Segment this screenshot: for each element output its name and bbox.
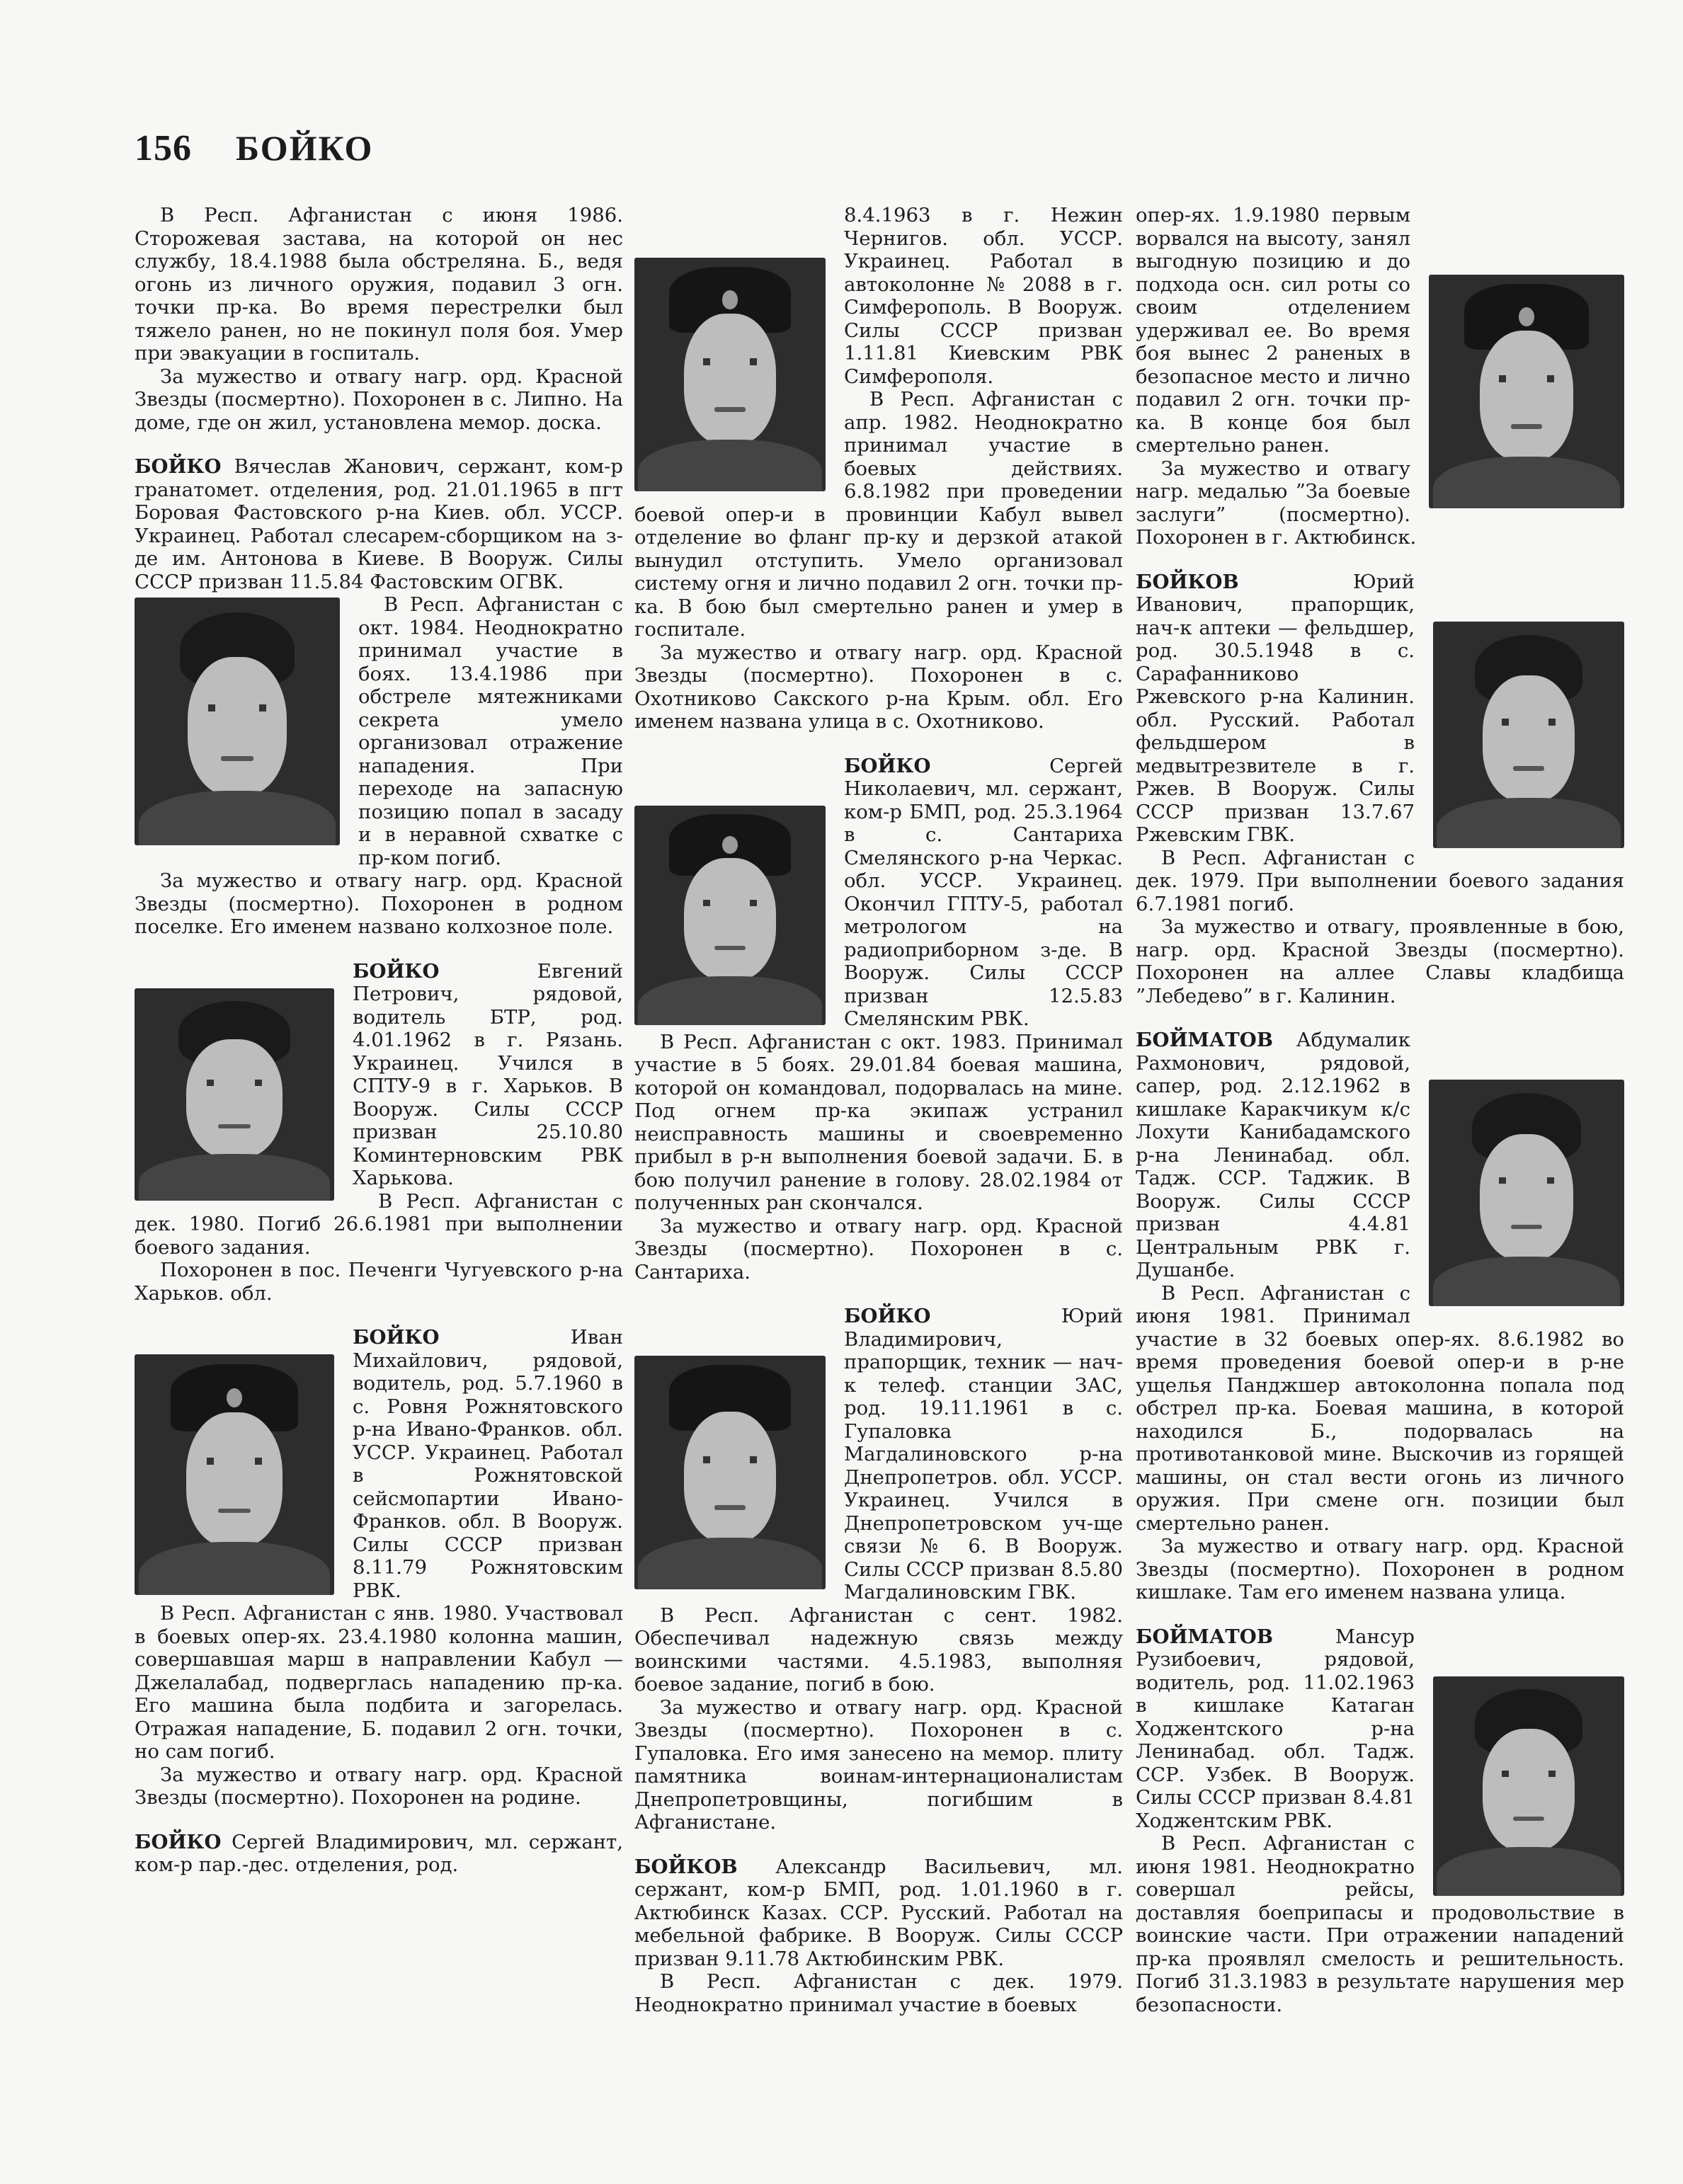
entry-boykov-yuriy — [1136, 571, 1624, 1008]
entry-boymatov-mansur — [1136, 1625, 1624, 2017]
entry-text: Александр Васильевич, мл. сержант, ком-р БМП, род. 1.01.1960 в г. Актюбинск Казах. ССР. Русский. Работал на мебельной фабрике. В Вооруж. Силы СССР призван 9.11.78 Актюбинским РВК. — [634, 1855, 1123, 1970]
entry-boyko-sergey-vladimirovich — [135, 1831, 623, 1877]
entry-paragraph: За мужество и отвагу нагр. орд. Красной Звезды (посмертно). Похоронен в с. Охотниково Сакского р-на Крым. обл. Его именем названа улица в с. Охотниково. — [634, 641, 1123, 733]
entry-paragraph: В Респ. Афганистан с дек. 1979. При выполнении боевого задания 6.7.1981 погиб. — [1136, 846, 1624, 915]
entry-text: Иван Михайлович, рядовой, водитель, род. 5.7.1960 в с. Ровня Рожнятовского р-на Ивано-Франков. обл. УССР. Украинец. Работал в Рожнятовской сейсмопартии Ивано-Франков. обл. В Вооруж. Силы СССР призван 8.11.79 Рожнятовским РВК. — [353, 1326, 623, 1602]
entry-name: БОЙКО — [844, 1305, 931, 1327]
entry-boyko-evgeniy — [135, 960, 623, 1305]
entry-name: БОЙКОВ — [634, 1855, 738, 1878]
entry-paragraph: Похоронен в пос. Печенги Чугуевского р-на Харьков. обл. — [135, 1259, 623, 1305]
page-number: 156 — [135, 128, 192, 168]
entry-text: Юрий Владимирович, прапорщик, техник — нач-к телеф. станции ЗАС, род. 19.11.1961 в с. Гупаловка Магдалиновского р-на Днепропетров. обл. УССР. Украинец. Учился в Днепропетровском уч-ще связи № 6. В Вооруж. Силы СССР призван 8.5.80 Магдалиновским ГВК. — [844, 1305, 1123, 1603]
entry-boyko-sergey-nikolaevich — [634, 755, 1123, 1284]
entry-boyko-yuriy — [634, 1305, 1123, 1834]
portrait-photo — [1429, 275, 1624, 508]
entry-paragraph: В Респ. Афганистан с окт. 1984. Неоднократно принимал участие в боях. 13.4.1986 при обстреле мятежниками секрета умело организовал отражение нападения. При переходе на запасную позицию попал в засаду и в неравной схватке с пр-ком погиб. — [358, 593, 623, 869]
entry-boyko-ivan — [135, 1326, 623, 1809]
entry-continued — [1136, 204, 1624, 549]
entry-paragraph: За мужество и отвагу нагр. медалью ”За боевые заслуги” (посмертно). Похоронен в г. Актюбинск. — [1136, 457, 1417, 549]
column-1 — [135, 204, 623, 1877]
entry-boyko-vyacheslav — [135, 455, 623, 939]
portrait-photo — [1433, 1676, 1624, 1896]
entry-paragraph: 8.4.1963 в г. Нежин Чернигов. обл. УССР. Украинец. Работал в автоколонне № 2088 в г. Симферополь. В Вооруж. Силы СССР призван 1.11.81 Киевским РВК Симферополя. — [844, 204, 1123, 388]
entry-paragraph: В Респ. Афганистан с июня 1986. Сторожевая застава, на которой он нес службу, 18.4.1988 была обстреляна. Б., ведя огонь из личного оружия, подавил 3 огн. точки пр-ка. Во время перестрелки был тяжело ранен, но не покинул поля боя. Умер при эвакуации в госпиталь. — [135, 204, 623, 365]
entry-paragraph: В Респ. Афганистан с дек. 1980. Погиб 26.6.1981 при выполнении боевого задания. — [135, 1189, 623, 1259]
portrait-photo — [634, 806, 826, 1025]
entry-name: БОЙКО — [353, 959, 440, 983]
entry-paragraph: За мужество и отвагу нагр. орд. Красной Звезды (посмертно). Похоронен в родном кишлаке. Там его именем названа улица. — [1136, 1535, 1624, 1603]
entry-text: Евгений Петрович, рядовой, водитель БТР, род. 4.01.1962 в г. Рязань. Украинец. Учился в СПТУ-9 в г. Харьков. В Вооруж. Силы СССР призван 25.10.80 Коминтерновским РВК Харькова. — [353, 959, 623, 1189]
portrait-photo — [135, 1354, 334, 1595]
entry-paragraph: В Респ. Афганистан с июня 1981. Принимал участие в 32 боевых опер-ях. 8.6.1982 во время проведения боевой опер-и в р-не ущелья Панджшер автоколонна попала под обстрел пр-ка. Боевая машина, в которой находился Б., подорвалась на противотанковой мине. Выскочив из горящей машины, он стал вести огонь из личного оружия. При смене огн. позиции был смертельно ранен. — [1136, 1281, 1624, 1535]
portrait-photo — [634, 258, 826, 491]
entry-name: БОЙКО — [135, 1830, 222, 1853]
entry-paragraph: За мужество и отвагу нагр. орд. Красной Звезды (посмертно). Похоронен в с. Гупаловка. Его имя занесено на мемор. плиту памятника воинам-интернационалистам Днепропетровщины, погибшим в Афганистане. — [634, 1696, 1123, 1834]
portrait-photo — [634, 1356, 826, 1589]
entry-text: Сергей Владимирович, мл. сержант, ком-р пар.-дес. отделения, род. — [135, 1830, 623, 1876]
column-3 — [1136, 204, 1624, 2016]
entry-name: БОЙКО — [353, 1326, 440, 1349]
entry-name: БОЙКО — [135, 455, 222, 478]
entry-text: Мансур Рузибоевич, рядовой, водитель, род. 11.02.1963 в кишлаке Катаган Ходжентского р-на Ленинабад. обл. Тадж. ССР. Узбек. В Вооруж. Силы СССР призван 8.4.81 Ходжентским РВК. — [1136, 1625, 1415, 1832]
entry-paragraph: опер-ях. 1.9.1980 первым ворвался на высоту, занял выгодную позицию и до подхода осн. сил роты со своим отделением удерживал ее. Во время боя вынес 2 раненых в безопасное место и лично подавил 2 огн. точки пр-ка. В конце боя был смертельно ранен. — [1136, 204, 1410, 457]
entry-text: Абдумалик Рахмонович, рядовой, сапер, род. 2.12.1962 в кишлаке Каракчикум к/с Лохути Канибадамского р-на Ленинабад. обл. Тадж. ССР. Таджик. В Вооруж. Силы СССР призван 4.4.81 Центральным РВК г. Душанбе. — [1136, 1029, 1410, 1281]
entry-boymatov-abdumalik — [1136, 1029, 1624, 1604]
entry-paragraph: За мужество и отвагу, проявленные в бою, нагр. орд. Красной Звезды (посмертно). Похоронен на аллее Славы кладбища ”Лебедево” в г. Калинин. — [1136, 915, 1624, 1007]
running-head: БОЙКО — [236, 128, 374, 168]
entry-paragraph: В Респ. Афганистан с апр. 1982. Неоднократно принимал участие в боевых действиях. 6.8.1982 при проведении боевой опер-и в провинции Кабул вывел отделение во фланг пр-ку и дерзкой атакой вынудил отступить. Умело организовал систему огня и лично подавил 2 огн. точки пр-ка. В бою был смертельно ранен и умер в госпитале. — [634, 388, 1123, 641]
entry-boykov-aleksandr — [634, 1856, 1123, 2017]
page-header — [135, 127, 373, 169]
portrait-photo — [135, 988, 334, 1201]
portrait-photo — [1433, 622, 1624, 848]
entry-paragraph: За мужество и отвагу нагр. орд. Красной Звезды (посмертно). Похоронен в родном поселке. Его именем названо колхозное поле. — [135, 869, 623, 938]
entry-continued — [634, 204, 1123, 733]
entry-name: БОЙКОВ — [1136, 570, 1239, 593]
entry-text: Юрий Иванович, прапорщик, нач-к аптеки — фельдшер, род. 30.5.1948 в с. Сарафанниково Ржевского р-на Калинин. обл. Русский. Работал фельдшером в медвытрезвителе в г. Ржев. В Вооруж. Силы СССР призван 13.7.67 Ржевским ГВК. — [1136, 570, 1415, 846]
entry-paragraph: В Респ. Афганистан с окт. 1983. Принимал участие в 5 боях. 29.01.84 боевая машина, которой он командовал, подорвалась на мине. Под огнем пр-ка экипаж устранил неисправность машины и своевременно прибыл в р-н выполнения боевой задачи. Б. в бою получил ранение в голову. 28.02.1984 от полученных ран скончался. — [634, 1030, 1123, 1214]
entry-name: БОЙМАТОВ — [1136, 1625, 1273, 1648]
entry-paragraph: За мужество и отвагу нагр. орд. Красной Звезды (посмертно). Похоронен в с. Липно. На доме, где он жил, установлена мемор. доска. — [135, 365, 623, 434]
entry-paragraph: В Респ. Афганистан с июня 1981. Неоднократно совершал рейсы, доставляя боеприпасы и продовольствие в воинские части. При отражении нападений пр-ка проявлял смелость и решительность. Погиб 31.3.1983 в результате нарушения мер безопасности. — [1136, 1832, 1624, 2016]
entry-continued — [135, 204, 623, 434]
column-2 — [634, 204, 1123, 2016]
entry-name: БОЙМАТОВ — [1136, 1029, 1273, 1051]
portrait-photo — [1429, 1080, 1624, 1306]
entry-paragraph: В Респ. Афганистан с сент. 1982. Обеспечивал надежную связь между воинскими частями. 4.5.1983, выполняя боевое задание, погиб в бою. — [634, 1603, 1123, 1696]
entry-paragraph: За мужество и отвагу нагр. орд. Красной Звезды (посмертно). Похоронен на родине. — [135, 1763, 623, 1809]
entry-paragraph: В Респ. Афганистан с янв. 1980. Участвовал в боевых опер-ях. 23.4.1980 колонна машин, совершавшая марш в направлении Кабул — Джелалабад, подверглась нападению пр-ка. Его машина была подбита и загорелась. Отражая нападение, Б. подавил 2 огн. точки, но сам погиб. — [135, 1602, 623, 1763]
entry-text: Сергей Николаевич, мл. сержант, ком-р БМП, род. 25.3.1964 в с. Сантариха Смелянского р-на Черкас. обл. УССР. Украинец. Окончил ГПТУ-5, работал метрологом на радиоприборном з-де. В Вооруж. Силы СССР призван 12.5.83 Смелянским РВК. — [844, 754, 1123, 1030]
entry-text: Вячеслав Жанович, сержант, ком-р гранатомет. отделения, род. 21.01.1965 в пгт Боровая Фастовского р-на Киев. обл. УССР. Украинец. Работал слесарем-сборщиком на з-де им. Антонова в Киеве. В Вооруж. Силы СССР призван 11.5.84 Фастовским ОГВК. — [135, 455, 623, 593]
portrait-photo — [135, 598, 340, 845]
entry-name: БОЙКО — [844, 754, 931, 777]
entry-paragraph: В Респ. Афганистан с дек. 1979. Неоднократно принимал участие в боевых — [634, 1970, 1123, 2016]
entry-paragraph: За мужество и отвагу нагр. орд. Красной Звезды (посмертно). Похоронен в с. Сантариха. — [634, 1214, 1123, 1283]
